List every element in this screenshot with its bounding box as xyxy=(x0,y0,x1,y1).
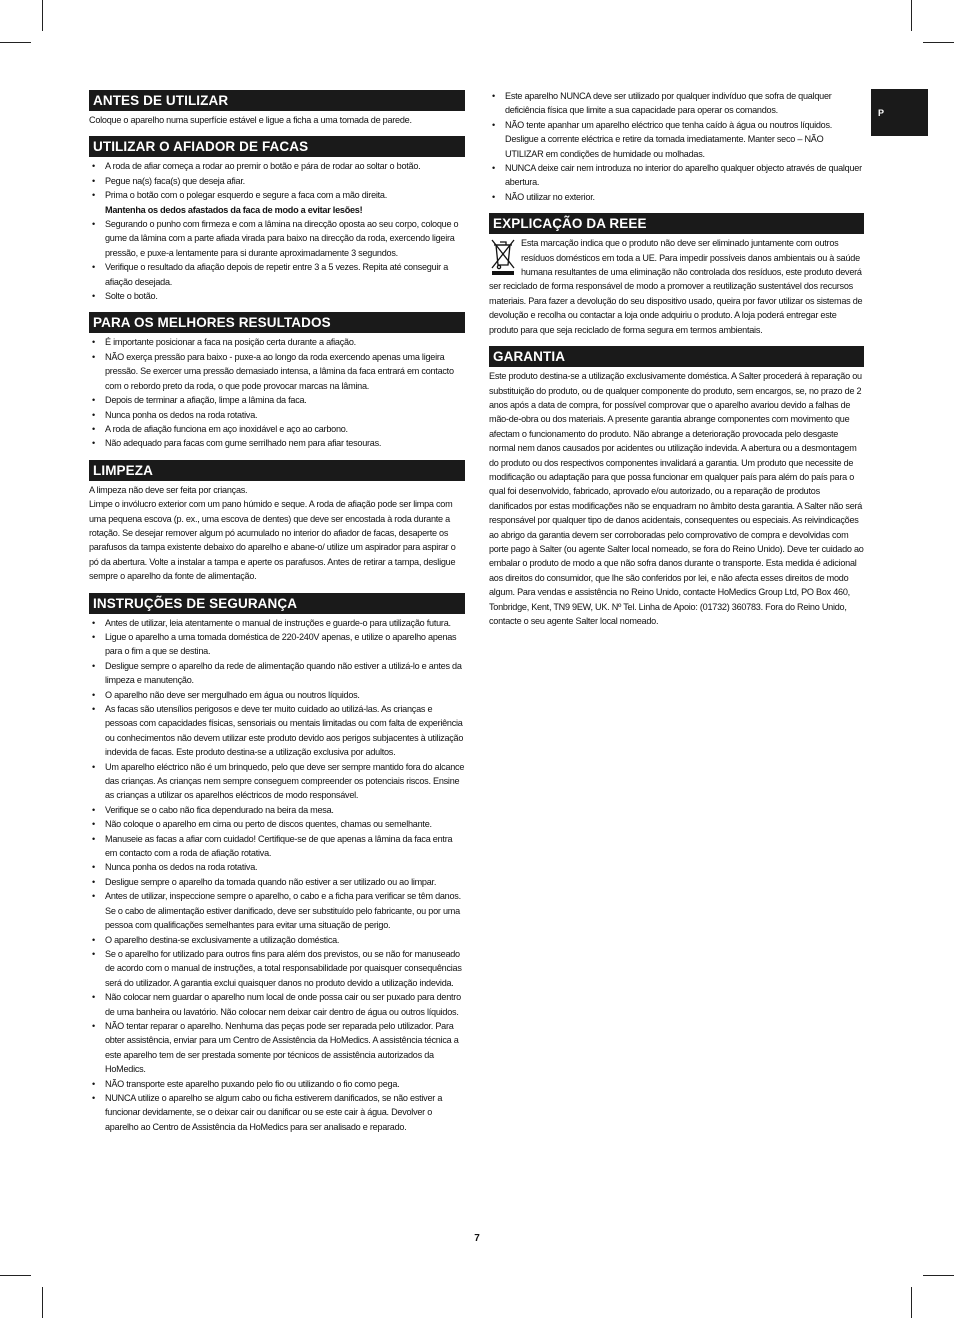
list-item: • O aparelho não deve ser mergulhado em água ou noutros líquidos. xyxy=(89,688,465,702)
section-title: ANTES DE UTILIZAR xyxy=(89,90,465,111)
list-item: • O aparelho destina-se exclusivamente a utilização doméstica. xyxy=(89,933,465,947)
list-item: • NÃO utilizar no exterior. xyxy=(489,190,864,204)
list-item: • Não coloque o aparelho em cima ou perto de discos quentes, chamas ou semelhante. xyxy=(89,817,465,831)
section-text: A limpeza não deve ser feita por crianças. xyxy=(89,484,248,495)
section-garantia xyxy=(489,346,864,628)
crop-mark xyxy=(911,0,912,31)
list-item: • Depois de terminar a afiação, limpe a lâmina da faca. xyxy=(89,393,465,407)
crop-mark xyxy=(42,1287,43,1318)
list-item: • Desligue sempre o aparelho da rede de alimentação quando não estiver a utilizá-lo e antes da limpeza e manutenção. xyxy=(89,659,465,688)
list-item: • Não adequado para facas com gume serrilhado nem para afiar tesouras. xyxy=(89,436,465,450)
language-tab-label: P xyxy=(878,108,885,118)
crop-mark xyxy=(911,1287,912,1318)
crop-mark xyxy=(923,1275,954,1276)
section-antes xyxy=(89,90,465,127)
list-item: • A roda de afiar começa a rodar ao premir o botão e pára de rodar ao soltar o botão. xyxy=(89,159,465,173)
bullet-list xyxy=(89,335,465,450)
section-title: UTILIZAR O AFIADOR DE FACAS xyxy=(89,136,465,157)
section-text: Este produto destina-se a utilização exclusivamente doméstica. A Salter procederá à reparação ou substituição do produto, ou de qualquer componente do produto, sem encargos, se, no prazo de 2 anos após a data de compra, for possível comprovar que o aparelho avariou devido a falhas de mão-de-obra ou dos materiais. A presente garantia abrange componentes com movimento que afectam o funcionamento do produto. Não abrange a deterioração provocada pelo desgaste normal nem danos causados por acidentes ou utilização indevida. A abertura ou a desmontagem do produto ou dos respectivos componentes invalidará a garantia. Um produto que necessite de modificação ou adaptação para que possa funcionar em qualquer país para além do país para o qual foi desenvolvido, fabricado, aprovado e/ou autorizado, ou a reparação de produtos danificados por estas modificações não se enquadram no âmbito desta garantia. A Salter não será responsável por qualquer tipo de danos acidentais, consequentes ou especiais. As reivindicações ao abrigo da garantia devem ser corroboradas pelo comprovativo de compra e devolvidas com porte pago à Salter (ou agente Salter local nomeado, se fora do Reino Unido). Deve ter cuidado ao embalar o produto de modo a que não sofra danos durante o transporte. Esta medida é adicional aos direitos do consumidor, que lhe são conferidos por lei, e não afecta esses direitos de modo algum. Para vendas e assistência no Reino Unido, contacte HoMedics Group Ltd, PO Box 460, Tonbridge, Kent, TN9 9EW, UK. Nº Tel. Linha de Apoio: (01732) 360783. Fora do Reino Unido, contacte o seu agente Salter local nomeado. xyxy=(489,371,864,626)
list-item: • Pegue na(s) faca(s) que deseja afiar. xyxy=(89,174,465,188)
list-item: • Não colocar nem guardar o aparelho num local de onde possa cair ou ser puxado para dentro de uma banheira ou lavatório. Não colocar nem deixar cair dentro de água ou outros líquidos. xyxy=(89,990,465,1019)
right-column xyxy=(489,89,864,628)
page-number: 7 xyxy=(474,1233,480,1244)
list-item: • NÃO tentar reparar o aparelho. Nenhuma das peças pode ser reparada pelo utilizador. Para obter assistência, enviar para um Centro de Assistência da HoMedics. A assistência técnica a este aparelho tem de ser prestada somente por técnicos de assistência autorizados da HoMedics. xyxy=(89,1019,465,1077)
crop-mark xyxy=(0,1275,31,1276)
section-text: Coloque o aparelho numa superfície estável e ligue a ficha a uma tomada de parede. xyxy=(89,115,412,125)
list-item: • NUNCA utilize o aparelho se algum cabo ou ficha estiverem danificados, se não estiver a funcionar devidamente, se o deixar cair ou danificar ou se este cair à água. Devolver o aparelho ao Centro de Assistência da HoMedics para ser analisado e reparado. xyxy=(89,1091,465,1134)
list-item: • Este aparelho NUNCA deve ser utilizado por qualquer indivíduo que sofra de qualquer deficiência física que limite a sua capacidade para operar os comandos. xyxy=(489,89,864,118)
warning-note: Mantenha os dedos afastados da faca de modo a evitar lesões! xyxy=(105,204,363,215)
crossed-bin-icon xyxy=(489,236,517,276)
section-title: EXPLICAÇÃO DA REEE xyxy=(489,213,864,234)
list-item: • Se o aparelho for utilizado para outros fins para além dos previstos, ou se não for manuseado de acordo com o manual de instruções, a total responsabilidade por quaisquer consequências será do utilizador. A garantia exclui quaisquer danos no produto devido a utilização indevida. xyxy=(89,947,465,990)
bullet-list xyxy=(89,159,465,303)
section-title: INSTRUÇÕES DE SEGURANÇA xyxy=(89,593,465,614)
language-tab xyxy=(871,89,928,136)
list-item: • Desligue sempre o aparelho da tomada quando não estiver a ser utilizado ou ao limpar. xyxy=(89,875,465,889)
section-text: Esta marcação indica que o produto não deve ser eliminado juntamente com outros resíduos domésticos em toda a UE. Para impedir possíveis danos ambientais ou à saúde humana resultantes de uma eliminação não controlada dos resíduos, este produto deverá ser reciclado de forma responsável de modo a promover a reutilização sustentável dos recursos materiais. Para fazer a devolução do seu dispositivo usado, queira por favor utilizar os sistemas de devolução e recolha ou contactar a loja onde adquiriu o produto. A loja poderá entregar este produto para que seja reciclado de forma segura em termos ambientais. xyxy=(489,238,863,335)
list-item: • Nunca ponha os dedos na roda rotativa. xyxy=(89,408,465,422)
section-limpeza xyxy=(89,460,465,584)
bullet-list xyxy=(89,616,465,1135)
section-seguranca xyxy=(89,593,465,1135)
section-reee xyxy=(489,213,864,337)
list-item: • NUNCA deixe cair nem introduza no interior do aparelho qualquer objecto através de qualquer abertura. xyxy=(489,161,864,190)
section-melhores xyxy=(89,312,465,450)
left-column xyxy=(89,90,465,1134)
list-item: • NÃO exerça pressão para baixo - puxe-a ao longo da roda exercendo apenas uma ligeira pressão. Se exercer uma pressão demasiado intensa, a lâmina da faca entrará em contacto com o rebordo preto da roda, o que pode provocar marcas na lâmina. xyxy=(89,350,465,393)
section-title: PARA OS MELHORES RESULTADOS xyxy=(89,312,465,333)
crop-mark xyxy=(42,0,43,31)
list-item: • As facas são utensílios perigosos e deve ter muito cuidado ao utilizá-las. As crianças e pessoas com capacidades físicas, sensoriais ou mentais limitadas ou com falta de experiência ou conhecimentos não devem utilizar este produto devido aos perigos subjacentes à utilização indevida de facas. Este produto destina-se a utilização exclusiva por adultos. xyxy=(89,702,465,760)
list-item: • Um aparelho eléctrico não é um brinquedo, pelo que deve ser sempre mantido fora do alcance das crianças. As crianças nem sempre conseguem compreender os potenciais riscos. Ensine as crianças a utilizar os aparelhos eléctricos de modo responsável. xyxy=(89,760,465,803)
bullet-list xyxy=(489,89,864,204)
section-utilizar xyxy=(89,136,465,303)
list-item: • Segurando o punho com firmeza e com a lâmina na direcção oposta ao seu corpo, coloque o gume da lâmina com a parte afiada virada para baixo na direcção da roda, exercendo ligeira pressão, e puxe-a lentamente para si durante aproximadamente 3 segundos. xyxy=(89,217,465,260)
list-item: • Solte o botão. xyxy=(89,289,465,303)
list-item: • NÃO transporte este aparelho puxando pelo fio ou utilizando o fio como pega. xyxy=(89,1077,465,1091)
list-item-text: Prima o botão com o polegar esquerdo e segure a faca com a mão direita. xyxy=(105,190,388,201)
section-title: GARANTIA xyxy=(489,346,864,367)
list-item: • Nunca ponha os dedos na roda rotativa. xyxy=(89,860,465,874)
list-item: • É importante posicionar a faca na posição certa durante a afiação. xyxy=(89,335,465,349)
section-title: LIMPEZA xyxy=(89,460,465,481)
crop-mark xyxy=(923,42,954,43)
list-item: • Verifique se o cabo não fica dependurado na beira da mesa. xyxy=(89,803,465,817)
list-item: • Ligue o aparelho a uma tomada doméstica de 220-240V apenas, e utilize o aparelho apenas para o fim a que se destina. xyxy=(89,630,465,659)
list-item: • A roda de afiação funciona em aço inoxidável e aço ao carbono. xyxy=(89,422,465,436)
list-item xyxy=(89,188,465,217)
section-text: Limpe o invólucro exterior com um pano húmido e seque. A roda de afiação pode ser limpa com uma pequena escova (p. ex., uma escova de dentes) que deve ser encostada à roda durante a rotação. Se desejar remover algum pó acumulado no interior do afiador de facas, desaperte os parafusos da tampa existente debaixo do aparelho e abane-o/ utilize um aspirador para aspirar o pó da abertura. Volte a instalar a tampa e aperte os parafusos. Antes de retirar a tampa, desligue sempre o aparelho da fonte de alimentação. xyxy=(89,499,456,582)
list-item: • NÃO tente apanhar um aparelho eléctrico que tenha caído à água ou noutros líquidos. Desligue a corrente eléctrica e retire da tomada imediatamente. Manter seco – NÃO UTILIZAR em condições de humidade ou molhadas. xyxy=(489,118,864,161)
list-item: • Antes de utilizar, inspeccione sempre o aparelho, o cabo e a ficha para verificar se têm danos. Se o cabo de alimentação estiver danificado, deve ser substituído pelo fabricante, ou por uma pessoa com qualificações semelhantes para evitar uma situação de perigo. xyxy=(89,889,465,932)
list-item: • Verifique o resultado da afiação depois de repetir entre 3 a 5 vezes. Repita até conseguir a afiação desejada. xyxy=(89,260,465,289)
list-item: • Antes de utilizar, leia atentamente o manual de instruções e guarde-o para utilização futura. xyxy=(89,616,465,630)
crop-mark xyxy=(0,42,31,43)
list-item: • Manuseie as facas a afiar com cuidado! Certifique-se de que apenas a lâmina da faca entra em contacto com a roda de afiação rotativa. xyxy=(89,832,465,861)
